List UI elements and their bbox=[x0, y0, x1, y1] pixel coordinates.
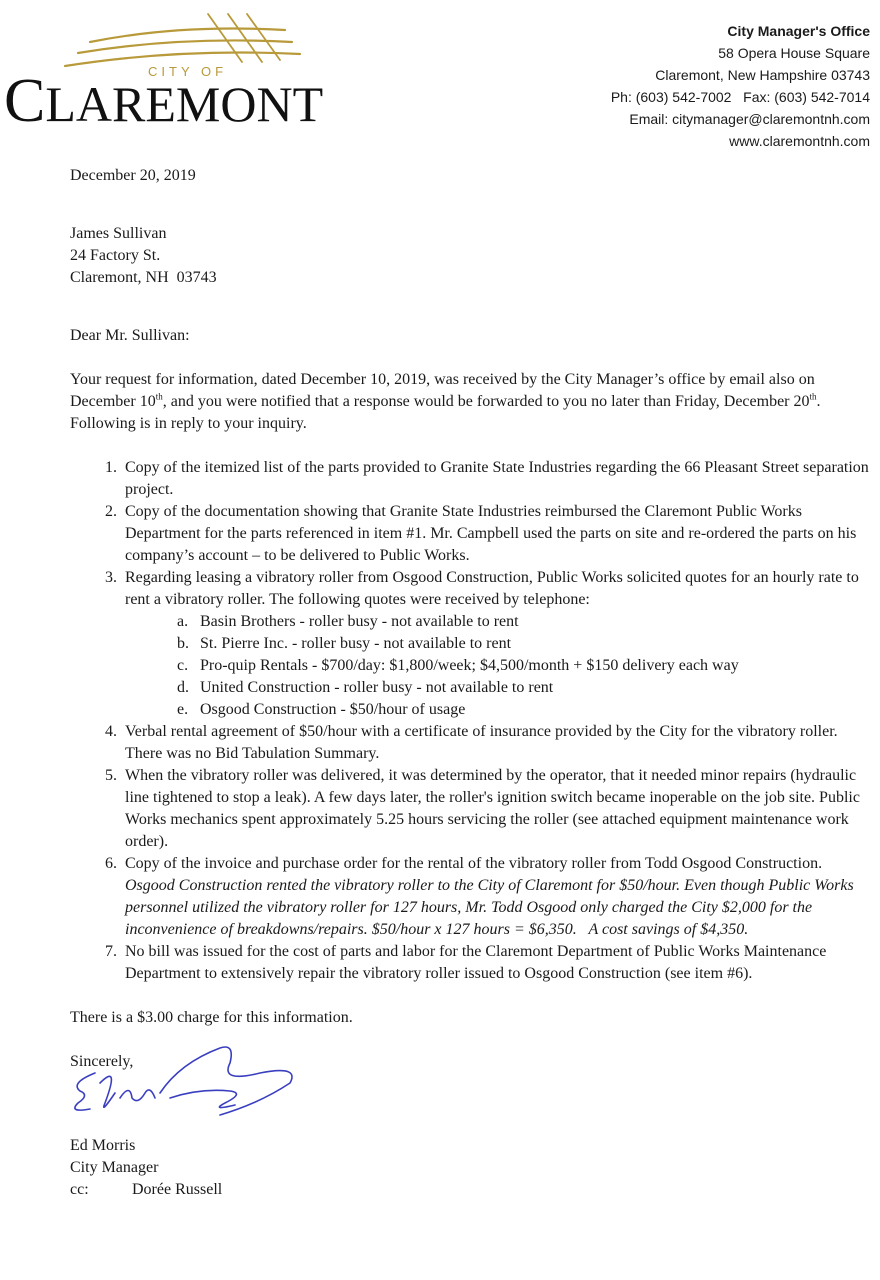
closing: Sincerely, bbox=[70, 1053, 134, 1070]
list-item: 1. Copy of the itemized list of the parts provided to Granite State Industries regarding the 66 Pleasant Street separation project. bbox=[105, 459, 869, 498]
letter-body bbox=[70, 165, 870, 1201]
signer-title: City Manager bbox=[70, 1159, 159, 1176]
quote-item: a. Basin Brothers - roller busy - not available to rent bbox=[177, 613, 519, 630]
quote-item: b. St. Pierre Inc. - roller busy - not available to rent bbox=[177, 635, 512, 652]
list-item: 4. Verbal rental agreement of $50/hour with a certificate of insurance provided by the City for the vibratory roller. There was no Bid Tabulation Summary. bbox=[105, 723, 838, 762]
letter-date: December 20, 2019 bbox=[70, 167, 196, 184]
list-item: 5. When the vibratory roller was delivered, it was determined by the operator, that it needed minor repairs (hydraulic line tightened to stop a leak). A few days later, the roller's ignition switch became inoperable on the job site. Public Works mechanics spent approximately 5.25 hours servicing the roller (see attached equipment maintenance work order). bbox=[105, 767, 860, 850]
city-logo bbox=[0, 10, 330, 135]
recipient-address bbox=[70, 223, 870, 289]
list-item: 3. Regarding leasing a vibratory roller from Osgood Construction, Public Works solicited quotes for an hourly rate to rent a vibratory roller. The following quotes were received by telephone: a. Basin Brothers - roller busy - not available to rent b. St. Pierre Inc. - roller busy - not available to rent c. Pro-quip Rentals - $700/day: $1,800/week; $4,500/month + $150 delivery each way d. United Construction - roller busy - not available to rent e. Osgood Construction - $50/hour of usage bbox=[70, 567, 870, 721]
office-website: www.claremontnh.com bbox=[729, 133, 870, 149]
response-items bbox=[70, 457, 870, 985]
signature bbox=[70, 1073, 870, 1135]
intro-paragraph: Your request for information, dated December 10, 2019, was received by the City Manager’s office by email also on December 10th, and you were notified that a response would be forwarded to you no later than Friday, December 20th. Following is in reply to your inquiry. bbox=[70, 371, 829, 432]
cc-line: cc: Dorée Russell bbox=[70, 1181, 223, 1198]
office-phone-fax: Ph: (603) 542-7002 Fax: (603) 542-7014 bbox=[610, 89, 870, 105]
office-title: City Manager's Office bbox=[727, 23, 870, 39]
office-letterhead bbox=[611, 20, 870, 152]
recipient-street: 24 Factory St. bbox=[70, 247, 161, 264]
quote-item: e. Osgood Construction - $50/hour of usage bbox=[177, 701, 466, 718]
logo-swoosh-icon bbox=[60, 10, 310, 70]
signer-name: Ed Morris bbox=[70, 1137, 136, 1154]
list-item: 7. No bill was issued for the cost of parts and labor for the Claremont Department of Public Works Maintenance Department to extensively repair the vibratory roller issued to Osgood Construction (see item #6). bbox=[105, 943, 827, 982]
recipient-city: Claremont, NH 03743 bbox=[70, 269, 217, 286]
signature-icon bbox=[60, 1043, 360, 1133]
recipient-name: James Sullivan bbox=[70, 225, 167, 242]
charge-note: There is a $3.00 charge for this information. bbox=[70, 1009, 353, 1026]
quote-list bbox=[125, 611, 870, 721]
office-email: Email: citymanager@claremontnh.com bbox=[629, 111, 870, 127]
list-item: 6. Copy of the invoice and purchase order for the rental of the vibratory roller from Todd Osgood Construction. Osgood Construction rented the vibratory roller to the City of Claremont for $50/hour. Even though Public Works personnel utilized the vibratory roller for 127 hours, Mr. Todd Osgood only charged the City $2,000 for the inconvenience of breakdowns/repairs. $50/hour x 127 hours = $6,350. A cost savings of $4,350. bbox=[105, 855, 858, 938]
salutation: Dear Mr. Sullivan: bbox=[70, 327, 190, 344]
quote-item: d. United Construction - roller busy - not available to rent bbox=[177, 679, 554, 696]
list-item: 2. Copy of the documentation showing that Granite State Industries reimbursed the Claremont Public Works Department for the parts referenced in item #1. Mr. Campbell used the parts on site and re-ordered the parts on his company’s account – to be delivered to Public Works. bbox=[105, 503, 857, 564]
logo-city-of: CITY OF bbox=[148, 64, 228, 79]
office-address-line1: 58 Opera House Square bbox=[718, 45, 870, 61]
quote-item: c. Pro-quip Rentals - $700/day: $1,800/week; $4,500/month + $150 delivery each way bbox=[177, 657, 739, 674]
logo-claremont: CLAREMONT bbox=[4, 67, 324, 135]
office-address-line2: Claremont, New Hampshire 03743 bbox=[655, 67, 870, 83]
